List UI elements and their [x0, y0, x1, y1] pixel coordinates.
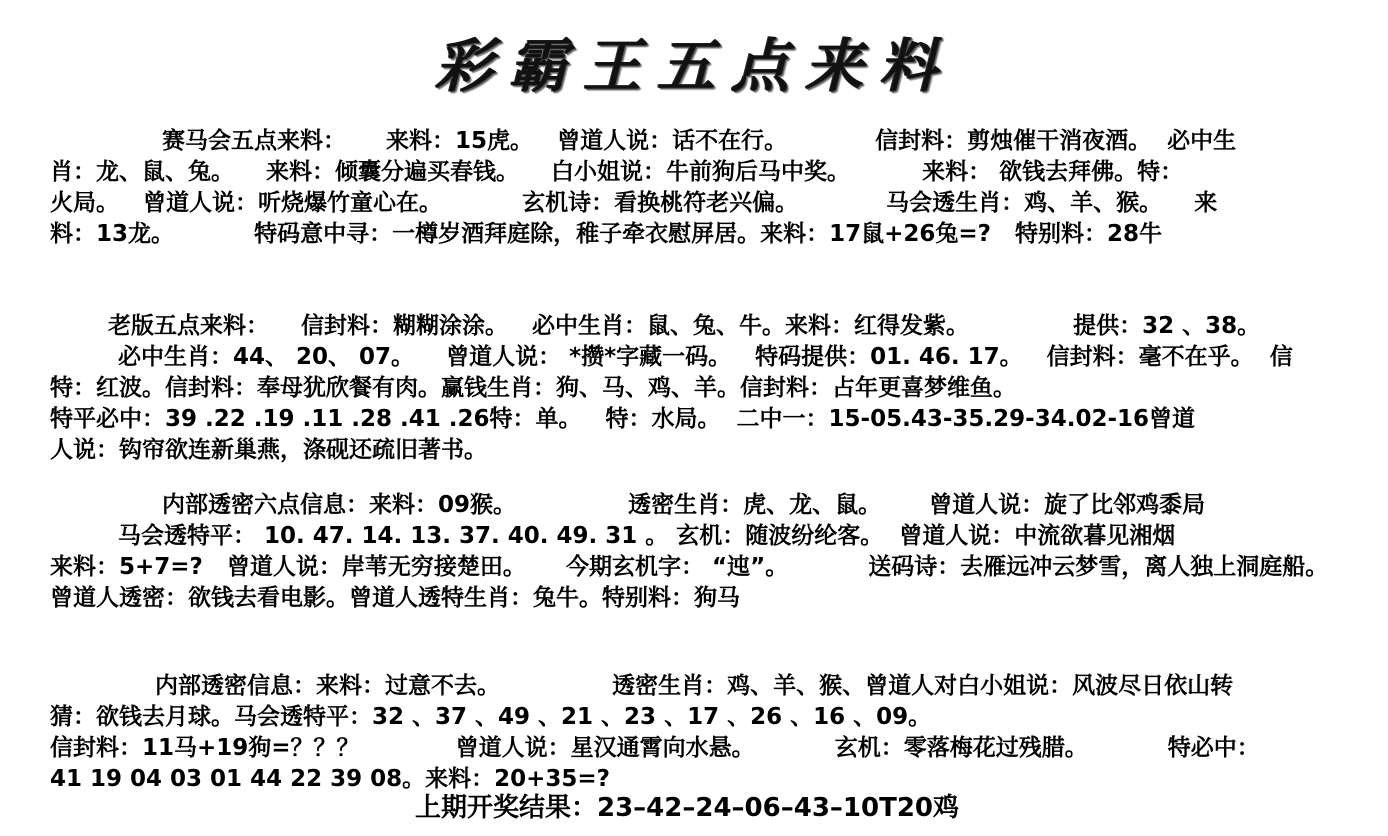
section3-line4: 曾道人透密：欲钱去看电影。曾道人透特生肖：兔牛。特别料：狗马	[50, 585, 740, 611]
section2-line4: 特平必中：39 .22 .19 .11 .28 .41 .26特：单。 特：水局。 二中一：15-05.43-35.29-34.02-16曾道	[50, 406, 1196, 432]
section4-line1: 内部透密信息：来料：过意不去。 透密生肖：鸡、羊、猴、曾道人对白小姐说：风波尽日依山转	[155, 673, 1234, 699]
section2-line3: 特：红波。信封料：奉母犹欣餐有肉。赢钱生肖：狗、马、鸡、羊。信封料：占年更喜梦维鱼。	[50, 375, 1016, 401]
section1-line1: 赛马会五点来料： 来料：15虎。 曾道人说：话不在行。 信封料：剪烛催干消夜酒。 必中生	[162, 128, 1237, 154]
section4-line2: 猜：欲钱去月球。马会透特平：32 、37 、49 、21 、23 、17 、26 、16 、09。	[50, 704, 932, 730]
page-title: 彩霸王五点来料	[434, 32, 953, 100]
section1-line4: 料：13龙。 特码意中寻：一樽岁酒拜庭除，稚子牵衣慰屏居。来料：17鼠+26兔=? 特别料：28牛	[50, 221, 1163, 247]
section4-line4: 41 19 04 03 01 44 22 39 08。来料：20+35=?	[50, 766, 611, 792]
section3-line1: 内部透密六点信息：来料：09猴。 透密生肖：虎、龙、鼠。 曾道人说：旋了比邻鸡黍局	[162, 492, 1206, 518]
last-draw-result: 上期开奖结果：23–42–24–06–43–10T20鸡	[415, 793, 960, 823]
section4-line3: 信封料：11马+19狗=？？？ 曾道人说：星汉通霄向水悬。 玄机：零落梅花过残腊。 特必中：	[50, 735, 1260, 761]
section2-line5: 人说：钩帘欲连新巢燕，涤砚还疏旧著书。	[50, 437, 487, 463]
section2-line1: 老版五点来料： 信封料：糊糊涂涂。 必中生肖：鼠、兔、牛。来料：红得发紫。 提供：32 、38。	[108, 313, 1261, 339]
section3-line2: 马会透特平： 10. 47. 14. 13. 37. 40. 49. 31 。 玄机：随波纷纶客。 曾道人说：中流欲暮见湘烟	[118, 523, 1176, 549]
section1-line2: 肖：龙、鼠、兔。 来料：倾囊分遍买春钱。 白小姐说：牛前狗后马中奖。 来料： 欲钱去拜佛。特：	[50, 159, 1184, 185]
section1-line3: 火局。 曾道人说：听烧爆竹童心在。 玄机诗：看换桃符老兴偏。 马会透生肖：鸡、羊、猴。 来	[50, 190, 1218, 216]
section3-line3: 来料：5+7=? 曾道人说：岸苇无穷接楚田。 今期玄机字： “迍”。 送码诗：去雁远冲云梦雪，离人独上洞庭船。	[50, 554, 1329, 580]
section2-line2: 必中生肖：44、 20、 07。 曾道人说： *攒*字藏一码。 特码提供：01. 46. 17。 信封料：毫不在乎。 信	[118, 344, 1293, 370]
